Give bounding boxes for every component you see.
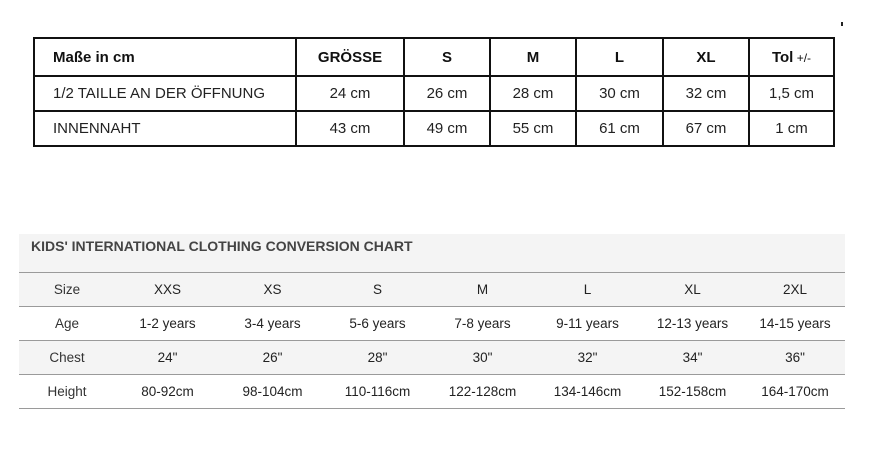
row-label: Chest: [19, 341, 115, 375]
table-cell: 24": [115, 341, 220, 375]
table-cell: 152-158cm: [640, 375, 745, 409]
table-cell: M: [430, 273, 535, 307]
header-m: M: [490, 38, 576, 76]
table-cell: 1 cm: [749, 111, 834, 146]
table-cell: 28": [325, 341, 430, 375]
table-cell: 14-15 years: [745, 307, 845, 341]
table-row-height: [19, 375, 845, 409]
table-cell: 1,5 cm: [749, 76, 834, 111]
table-cell: XS: [220, 273, 325, 307]
table-cell: 32 cm: [663, 76, 749, 111]
table-cell: 43 cm: [296, 111, 404, 146]
table-cell: 30 cm: [576, 76, 663, 111]
conversion-table: [19, 272, 845, 409]
table-cell: S: [325, 273, 430, 307]
header-xl: XL: [663, 38, 749, 76]
table-cell: 98-104cm: [220, 375, 325, 409]
table-cell: L: [535, 273, 640, 307]
row-label: Height: [19, 375, 115, 409]
row-label: Age: [19, 307, 115, 341]
table-cell: 28 cm: [490, 76, 576, 111]
table-cell: 49 cm: [404, 111, 490, 146]
table-cell: 12-13 years: [640, 307, 745, 341]
table-cell: 164-170cm: [745, 375, 845, 409]
table-row-size: [19, 273, 845, 307]
table-row: [34, 111, 834, 146]
size-table-header-row: [34, 38, 834, 76]
conversion-chart-title: KIDS' INTERNATIONAL CLOTHING CONVERSION CHART: [19, 234, 845, 272]
table-cell: 67 cm: [663, 111, 749, 146]
table-row-age: [19, 307, 845, 341]
header-l: L: [576, 38, 663, 76]
table-row-chest: [19, 341, 845, 375]
table-cell: XL: [640, 273, 745, 307]
table-row: [34, 76, 834, 111]
header-tolerance: [749, 38, 834, 76]
size-table: [33, 37, 835, 147]
conversion-chart: [19, 234, 845, 412]
row-label: Size: [19, 273, 115, 307]
table-cell: 134-146cm: [535, 375, 640, 409]
table-cell: 9-11 years: [535, 307, 640, 341]
table-cell: 36": [745, 341, 845, 375]
row-label: 1/2 TAILLE AN DER ÖFFNUNG: [34, 76, 296, 111]
tolerance-label: Tol: [771, 48, 794, 66]
table-cell: 122-128cm: [430, 375, 535, 409]
table-cell: 26 cm: [404, 76, 490, 111]
table-cell: 32": [535, 341, 640, 375]
corner-mark: [841, 22, 843, 26]
table-cell: 2XL: [745, 273, 845, 307]
table-cell: 26": [220, 341, 325, 375]
table-cell: 55 cm: [490, 111, 576, 146]
table-cell: 61 cm: [576, 111, 663, 146]
table-cell: 80-92cm: [115, 375, 220, 409]
table-cell: 110-116cm: [325, 375, 430, 409]
table-cell: 34": [640, 341, 745, 375]
table-cell: 1-2 years: [115, 307, 220, 341]
header-s: S: [404, 38, 490, 76]
tolerance-suffix: +/-: [793, 50, 812, 65]
table-cell: XXS: [115, 273, 220, 307]
table-cell: 30": [430, 341, 535, 375]
header-size: GRÖSSE: [296, 38, 404, 76]
table-cell: 5-6 years: [325, 307, 430, 341]
header-measure: Maße in cm: [34, 38, 296, 76]
table-cell: 7-8 years: [430, 307, 535, 341]
table-cell: 24 cm: [296, 76, 404, 111]
row-label: INNENNAHT: [34, 111, 296, 146]
table-cell: 3-4 years: [220, 307, 325, 341]
